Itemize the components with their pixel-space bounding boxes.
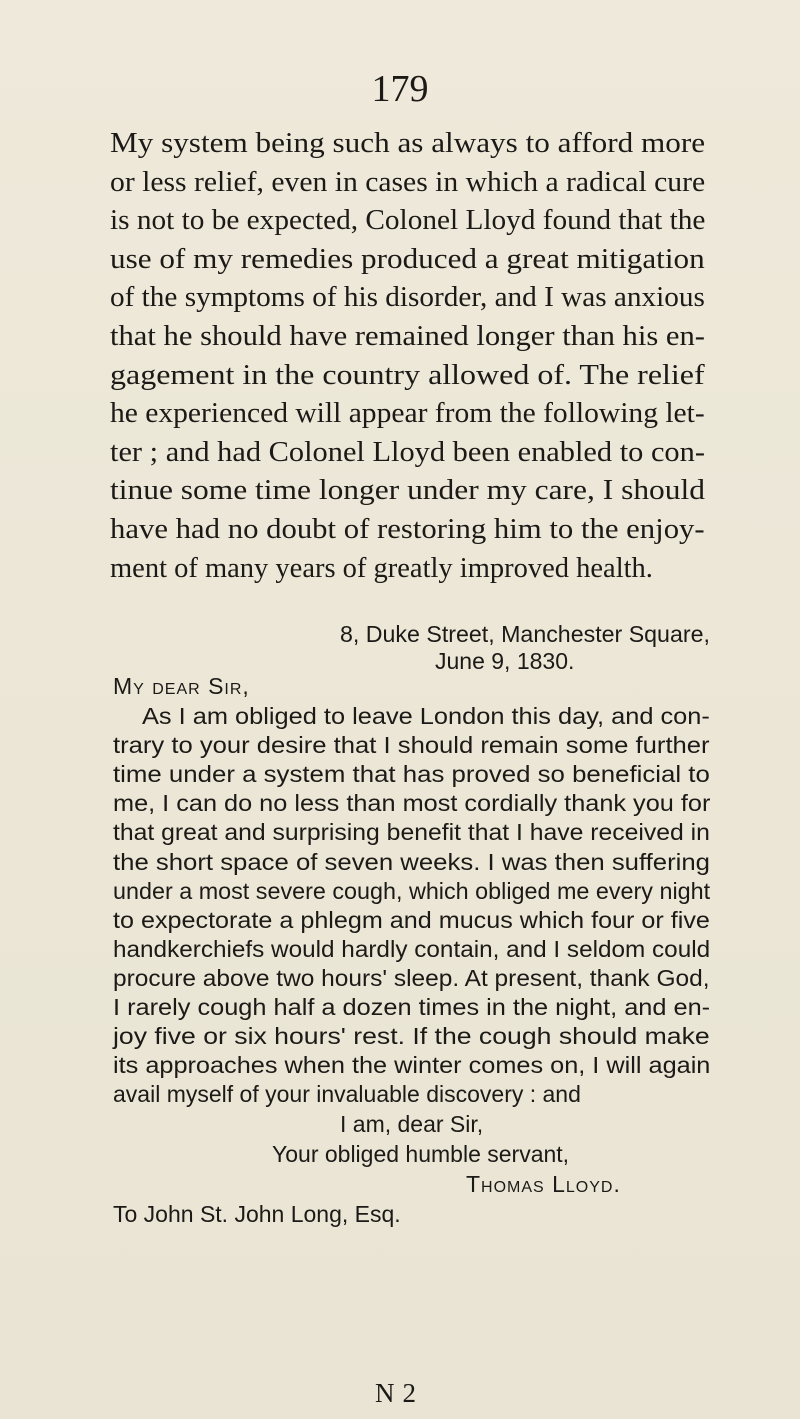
letter-signature: Thomas Lloyd. [466, 1171, 621, 1197]
letter-address: 8, Duke Street, Manchester Square, [340, 621, 710, 647]
body-line: of the symptoms of his disorder, and I was anxious [110, 282, 705, 314]
signature-mark-letter: N [375, 1378, 395, 1408]
letter-line: avail myself of your invaluable discovery : and [113, 1081, 581, 1108]
letter-line: under a most severe cough, which obliged me every night [113, 877, 711, 904]
page-number: 179 [371, 68, 429, 110]
signature-mark [375, 1378, 416, 1409]
body-line: ment of many years of greatly improved health. [110, 552, 653, 584]
letter-closing: Your obliged humble servant, [272, 1141, 570, 1167]
letter-line: the short space of seven weeks. I was then suffering [113, 848, 710, 875]
letter-closing: I am, dear Sir, [340, 1111, 484, 1137]
letter-line: joy five or six hours' rest. If the cough should make [113, 1023, 710, 1050]
letter-line: to expectorate a phlegm and mucus which four or five [113, 906, 710, 933]
letter-line: its approaches when the winter comes on, I will again [113, 1052, 711, 1079]
body-line: gagement in the country allowed of. The relief [110, 359, 705, 391]
letter-addressee: To John St. John Long, Esq. [113, 1201, 401, 1227]
body-line: he experienced will appear from the following let- [110, 398, 705, 430]
letter-line: I rarely cough half a dozen times in the night, and en- [113, 994, 711, 1020]
body-line: have had no doubt of restoring him to the enjoy- [110, 514, 705, 545]
body-line: ter ; and had Colonel Lloyd been enabled to con- [110, 436, 705, 468]
body-line: or less relief, even in cases in which a radical cure [110, 166, 706, 198]
body-line: that he should have remained longer than his en- [110, 321, 705, 352]
letter-date: June 9, 1830. [435, 648, 575, 674]
signature-mark-number: 2 [402, 1378, 416, 1408]
letter-line: handkerchiefs would hardly contain, and I seldom could [113, 935, 711, 962]
letter-line: that great and surprising benefit that I have received in [113, 819, 710, 846]
body-line: tinue some time longer under my care, I should [110, 475, 705, 507]
body-line: My system being such as always to afford more [110, 128, 706, 159]
letter-line: me, I can do no less than most cordially thank you for [113, 790, 711, 817]
letter-salutation: My dear Sir, [113, 673, 250, 699]
letter-line: time under a system that has proved so beneficial to [113, 761, 710, 788]
letter-line: trary to your desire that I should remain some further [113, 732, 710, 759]
letter-line: procure above two hours' sleep. At present, thank God, [113, 964, 710, 991]
letter-line: As I am obliged to leave London this day, and con- [142, 703, 710, 729]
body-line: use of my remedies produced a great mitigation [110, 243, 705, 275]
body-line: is not to be expected, Colonel Lloyd found that the [110, 205, 706, 237]
